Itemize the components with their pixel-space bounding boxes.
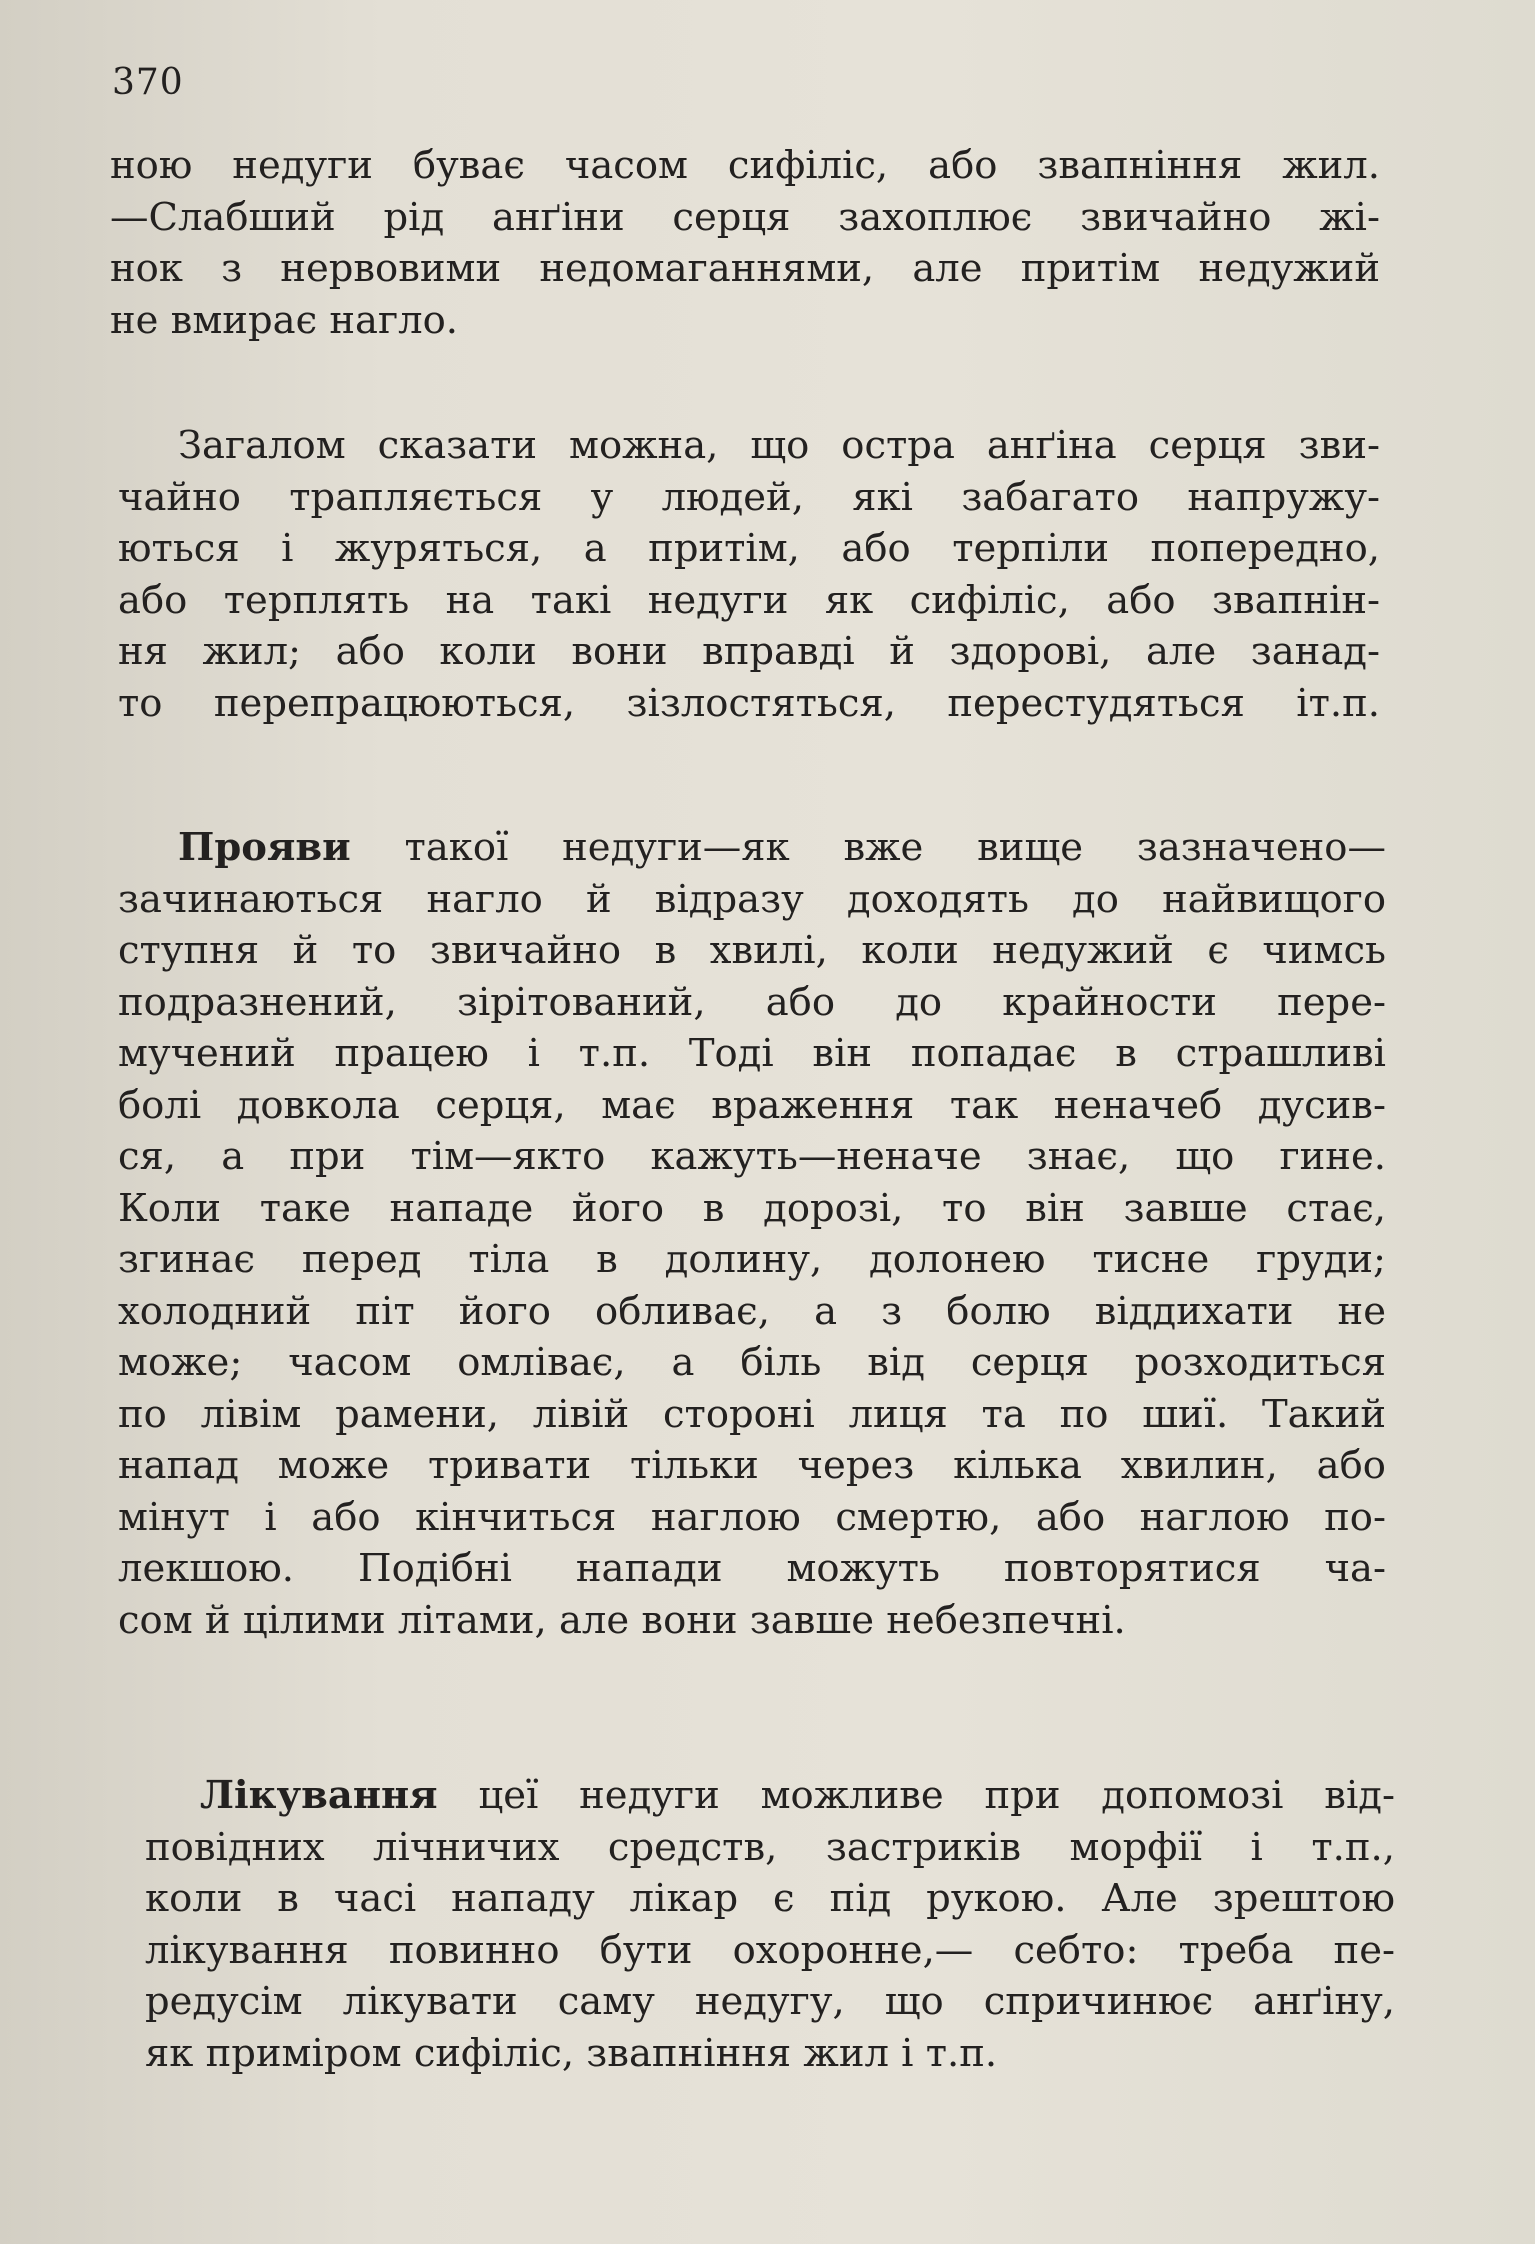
text-line: то перепрацюються, зізлостяться, перестудяться іт.п. bbox=[118, 680, 1380, 726]
section-heading-symptoms: Прояви bbox=[178, 825, 351, 870]
paragraph-1 bbox=[110, 140, 1380, 346]
text-line: згинає перед тіла в долину, долонею тисне груди; bbox=[118, 1237, 1386, 1282]
text-line: повідних лічничих средств, застриків морфії і т.п., bbox=[145, 1824, 1395, 1870]
text-line: ня жил; або коли вони вправді й здорові, але занад- bbox=[118, 629, 1380, 674]
text-line bbox=[118, 822, 1386, 874]
text-line: мучений працею і т.п. Тоді він попадає в страшливі bbox=[118, 1031, 1386, 1076]
text-line: може; часом омліває, а біль від серця розходиться bbox=[118, 1340, 1386, 1385]
text-line: зачинаються нагло й відразу доходять до найвищого bbox=[118, 876, 1386, 922]
text-line: коли в часі нападу лікар є під рукою. Але зрештою bbox=[145, 1876, 1395, 1921]
text-line: або терплять на такі недуги як сифіліс, або звапнін- bbox=[118, 577, 1380, 623]
text-line: ся, а при тім—якто кажуть—неначе знає, що гине. bbox=[118, 1134, 1386, 1179]
text-line: ступня й то звичайно в хвилі, коли недужий є чимсь bbox=[118, 928, 1386, 973]
text-line: ною недуги буває часом сифіліс, або звапніння жил. bbox=[110, 143, 1380, 188]
text-line: болі довкола серця, має враження так неначеб дусив- bbox=[118, 1082, 1386, 1128]
text-line: холодний піт його обливає, а з болю віддихати не bbox=[118, 1288, 1386, 1334]
section-heading-treatment: Лікування bbox=[200, 1773, 438, 1818]
text-line bbox=[145, 1770, 1395, 1822]
text-line: як приміром сифіліс, звапніння жил і т.п. bbox=[145, 2030, 998, 2076]
paragraph-treatment bbox=[145, 1770, 1395, 2079]
paragraph-2 bbox=[118, 420, 1380, 729]
text-line: напад може тривати тільки через кілька хвилин, або bbox=[118, 1443, 1386, 1488]
text-line: Коли таке нападе його в дорозі, то він завше стає, bbox=[118, 1185, 1386, 1231]
text-line: сом й цілими літами, але вони завше небезпечні. bbox=[118, 1597, 1126, 1643]
text-line: мінут і або кінчиться наглою смертю, або наглою по- bbox=[118, 1494, 1386, 1540]
text-line: Загалом сказати можна, що остра анґіна серця зви- bbox=[178, 423, 1380, 468]
text-line: ються і журяться, а притім, або терпіли попередно, bbox=[118, 526, 1380, 571]
text-line-rest: цеї недуги можливе при допомозі від- bbox=[437, 1773, 1395, 1818]
page-number: 370 bbox=[112, 62, 184, 103]
paragraph-symptoms bbox=[118, 822, 1386, 1646]
text-line: не вмирає нагло. bbox=[110, 297, 459, 343]
text-line: по лівім рамени, лівій стороні лиця та по шиї. Такий bbox=[118, 1391, 1386, 1437]
text-line: подразнений, зірітований, або до крайности пере- bbox=[118, 979, 1386, 1025]
text-line: нок з нервовими недомаганнями, але притім недужий bbox=[110, 246, 1380, 291]
text-line: редусім лікувати саму недугу, що спричинює анґіну, bbox=[145, 1979, 1395, 2024]
text-line: —Слабший рід анґіни серця захоплює звичайно жі- bbox=[110, 194, 1380, 240]
text-line: чайно трапляється у людей, які забагато напружу- bbox=[118, 474, 1380, 520]
text-line-rest: такої недуги—як вже вище зазначено— bbox=[350, 825, 1386, 870]
text-line: лекшою. Подібні напади можуть повторятися ча- bbox=[118, 1546, 1386, 1591]
text-line: лікування повинно бути охоронне,— себто: треба пе- bbox=[145, 1927, 1395, 1973]
